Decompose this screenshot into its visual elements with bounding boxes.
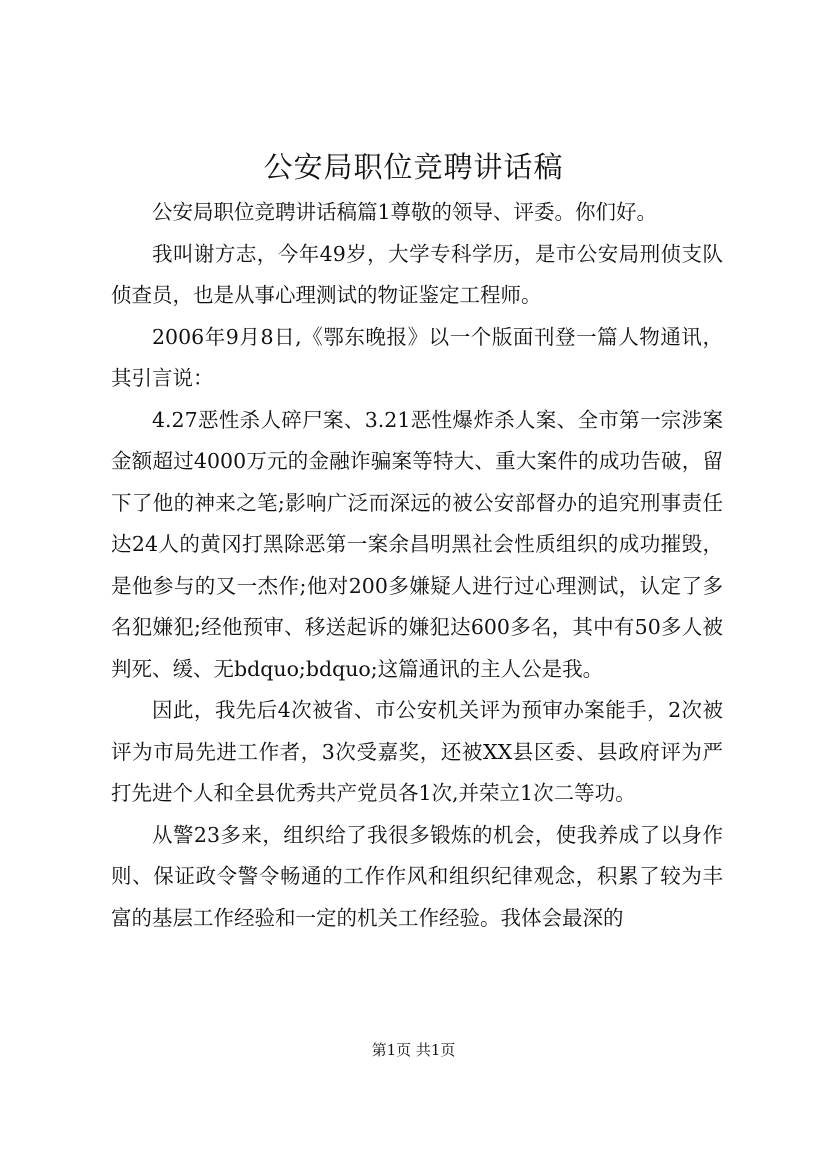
- paragraph: 我叫谢方志，今年49岁，大学专科学历，是市公安局刑侦支队侦查员，也是从事心理测试的物证鉴定工程师。: [111, 241, 723, 307]
- page-number-footer: 第1页 共1页: [371, 1041, 456, 1059]
- document-title: 公安局职位竞聘讲话稿: [263, 150, 564, 184]
- paragraph: 2006年9月8日,《鄂东晚报》以一个版面刊登一篇人物通讯，其引言说：: [111, 324, 723, 390]
- paragraph: 4.27恶性杀人碎尸案、3.21恶性爆炸杀人案、全市第一宗涉案金额超过4000万元的金融诈骗案等特大、重大案件的成功告破，留下了他的神来之笔;影响广泛而深远的被公安部督办的追究刑事责任达24人的黄冈打黑除恶第一案余昌明黑社会性质组织的成功摧毁，是他参与的又一杰作;他对200多嫌疑人进行过心理测试，认定了多名犯嫌犯;经他预审、移送起诉的嫌犯达600多名，其中有50多人被判死、缓、无bdquo;bdquo;这篇通讯的主人公是我。: [111, 407, 723, 681]
- paragraph: 公安局职位竞聘讲话稿篇1尊敬的领导、评委。你们好。: [152, 200, 658, 224]
- document-body: [111, 192, 723, 939]
- paragraph: 因此，我先后4次被省、市公安机关评为预审办案能手，2次被评为市局先进工作者，3次受嘉奖，还被XX县区委、县政府评为严打先进个人和全县优秀共产党员各1次,并荣立1次二等功。: [111, 698, 723, 805]
- paragraph: 从警23多来，组织给了我很多锻炼的机会，使我养成了以身作则、保证政令警令畅通的工作作风和组织纪律观念，积累了较为丰富的基层工作经验和一定的机关工作经验。我体会最深的: [111, 822, 723, 930]
